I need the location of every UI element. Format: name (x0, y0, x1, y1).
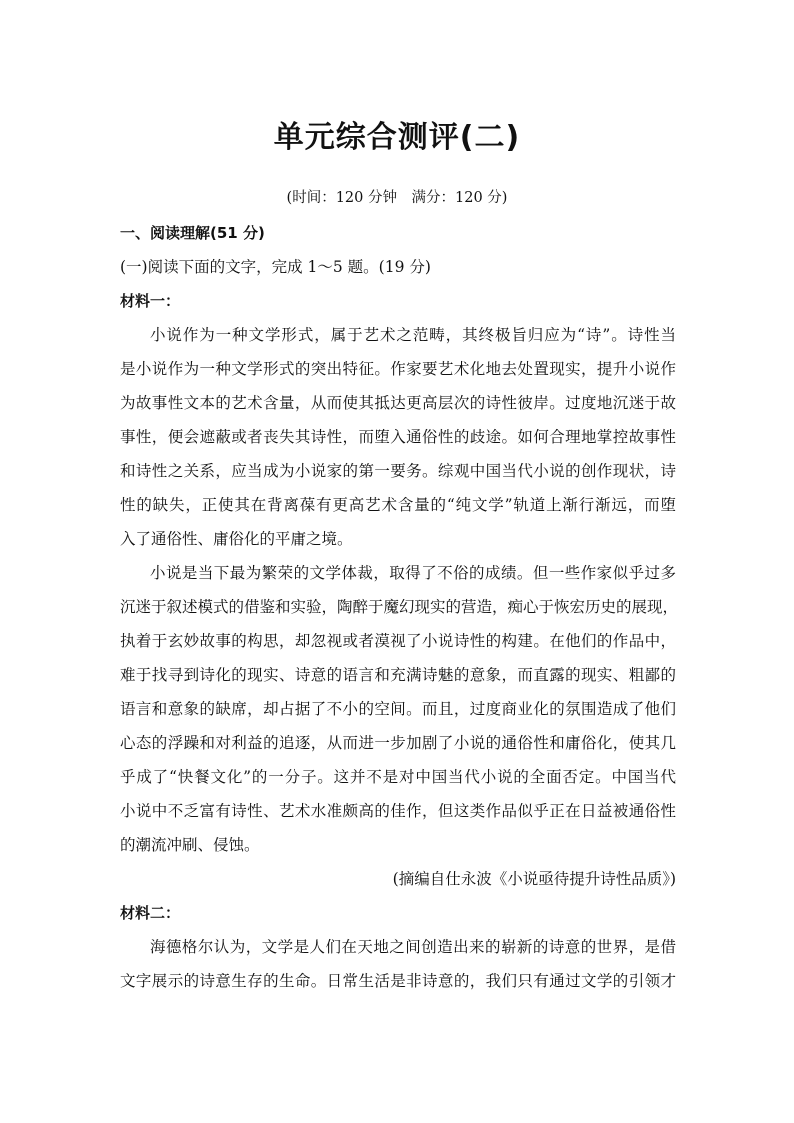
text-line: 事性，便会遮蔽或者丧失其诗性，而堕入通俗性的歧途。如何合理地掌控故事性 (120, 428, 676, 446)
text-line: 沉迷于叙述模式的借鉴和实验，陶醉于魔幻现实的营造，痴心于恢宏历史的展现， (120, 598, 679, 616)
paragraph-1 (120, 318, 676, 556)
text-line: 为故事性文本的艺术含量，从而使其抵达更高层次的诗性彼岸。过度地沉迷于故 (120, 394, 676, 412)
text-line: 执着于玄妙故事的构思，却忽视或者漠视了小说诗性的构建。在他们的作品中， (120, 632, 676, 650)
text-line: 的潮流冲刷、侵蚀。 (120, 836, 260, 854)
text-line: 是小说作为一种文学形式的突出特征。作家要艺术化地去处置现实，提升小说作 (120, 360, 676, 378)
text-line: 海德格尔认为，文学是人们在天地之间创造出来的崭新的诗意的世界，是借 (150, 938, 676, 956)
text-line: 小说是当下最为繁荣的文学体裁，取得了不俗的成绩。但一些作家似乎过多 (150, 564, 676, 582)
paragraph-3 (120, 930, 676, 998)
material-label: 材料一： (120, 292, 181, 310)
subsection-heading: (一)阅读下面的文字，完成 1～5 题。(19 分) (120, 258, 431, 276)
text-line: 乎成了“快餐文化”的一分子。这并不是对中国当代小说的全面否定。中国当代 (120, 768, 676, 786)
section-heading: 一、阅读理解(51 分) (120, 224, 265, 242)
document-body (120, 216, 679, 998)
text-line: 小说作为一种文学形式，属于艺术之范畴，其终极旨归应为“诗”。诗性当 (150, 326, 676, 344)
material-label: 材料二： (120, 904, 181, 922)
paragraph-2 (120, 556, 679, 862)
text-line: 小说中不乏富有诗性、艺术水准颇高的佳作，但这类作品似乎正在日益被通俗性 (120, 802, 676, 820)
text-line: 难于找寻到诗化的现实、诗意的语言和充满诗魅的意象，而直露的现实、粗鄙的 (120, 666, 676, 684)
text-line: 心态的浮躁和对利益的追逐，从而进一步加剧了小说的通俗性和庸俗化，使其几 (120, 734, 676, 752)
exam-meta: (时间：120 分钟 满分：120 分) (286, 190, 508, 206)
text-line: 文字展示的诗意生存的生命。日常生活是非诗意的，我们只有通过文学的引领才 (120, 972, 676, 990)
page-title: 单元综合测评(二) (273, 120, 521, 155)
text-line: 性的缺失，正使其在背离葆有更高艺术含量的“纯文学”轨道上渐行渐远，而堕 (120, 496, 676, 514)
text-line: 入了通俗性、庸俗化的平庸之境。 (120, 530, 353, 548)
text-line: 语言和意象的缺席，却占据了不小的空间。而且，过度商业化的氛围造成了他们 (120, 700, 676, 718)
source-citation: (摘编自仕永波《小说亟待提升诗性品质》) (392, 870, 676, 888)
text-line: 和诗性之关系，应当成为小说家的第一要务。综观中国当代小说的创作现状，诗 (120, 462, 676, 480)
